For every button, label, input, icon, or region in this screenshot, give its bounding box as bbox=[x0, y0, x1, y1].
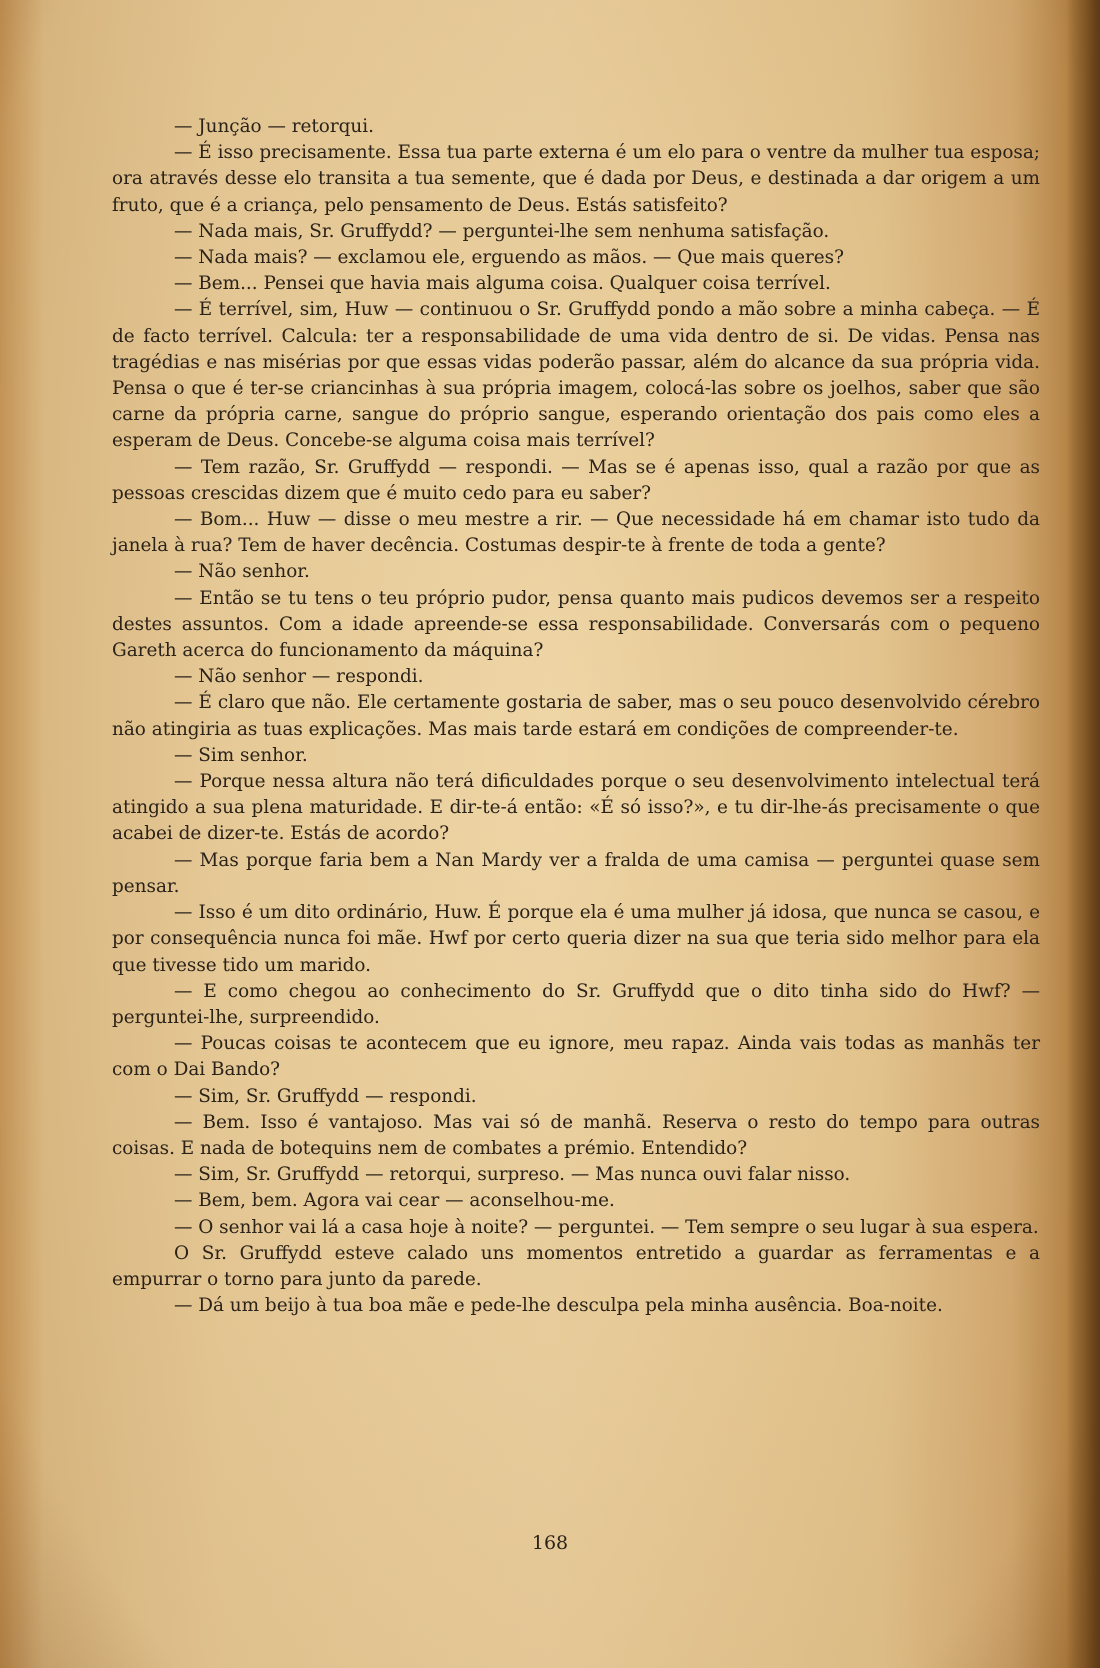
paragraph: — Nada mais, Sr. Gruffydd? — perguntei-lhe sem nenhuma satisfação. bbox=[174, 220, 830, 242]
paragraph: — Não senhor — respondi. bbox=[174, 666, 424, 688]
paragraph: — Sim, Sr. Gruffydd — retorqui, surpreso. — Mas nunca ouvi falar nisso. bbox=[174, 1164, 851, 1186]
paragraph: — Isso é um dito ordinário, Huw. É porque ela é uma mulher já idosa, que nunca se casou, e por consequência nunca foi mãe. Hwf por certo queria dizer na sua que teria sido melhor para ela que tivesse tido um marido. bbox=[112, 902, 1040, 976]
paragraph: — Bom... Huw — disse o meu mestre a rir. — Que necessidade há em chamar isto tudo da janela à rua? Tem de haver decência. Costumas despir-te à frente de toda a gente? bbox=[112, 509, 1040, 557]
paragraph: — Então se tu tens o teu próprio pudor, pensa quanto mais pudicos devemos ser a respeito destes assuntos. Com a idade apreende-se essa responsabilidade. Conversarás com o pequeno Gareth acerca do funcionamento da máquina? bbox=[112, 587, 1040, 662]
paragraph: — Bem. Isso é vantajoso. Mas vai só de manhã. Reserva o resto do tempo para outras coisas. E nada de botequins nem de combates a prémio. Entendido? bbox=[112, 1111, 1040, 1159]
paragraph: — Mas porque faria bem a Nan Mardy ver a fralda de uma camisa — perguntei quase sem pensar. bbox=[112, 849, 1040, 897]
paragraph: — Porque nessa altura não terá dificuldades porque o seu desenvolvimento intelectual terá atingido a sua plena maturidade. E dir-te-á então: «É só isso?», e tu dir-lhe-ás precisamente o que acabei de dizer-te. Estás de acordo? bbox=[112, 771, 1040, 845]
paragraph: — Junção — retorqui. bbox=[174, 116, 374, 137]
page-binding-shadow bbox=[1066, 0, 1100, 1668]
paragraph: — Tem razão, Sr. Gruffydd — respondi. — Mas se é apenas isso, qual a razão por que as pessoas crescidas dizem que é muito cedo para eu saber? bbox=[112, 456, 1040, 504]
paragraph: — Poucas coisas te acontecem que eu ignore, meu rapaz. Ainda vais todas as manhãs ter com o Dai Bando? bbox=[112, 1033, 1040, 1081]
paragraph: — Dá um beijo à tua boa mãe e pede-lhe desculpa pela minha ausência. Boa-noite. bbox=[174, 1295, 943, 1317]
paragraph: — Não senhor. bbox=[174, 561, 310, 583]
paragraph: — Bem, bem. Agora vai cear — aconselhou-me. bbox=[174, 1190, 615, 1212]
paragraph: — Nada mais? — exclamou ele, erguendo as mãos. — Que mais queres? bbox=[174, 247, 844, 269]
paragraph: — Sim senhor. bbox=[174, 744, 308, 766]
paragraph: — E como chegou ao conhecimento do Sr. Gruffydd que o dito tinha sido do Hwf? — perguntei-lhe, surpreendido. bbox=[112, 980, 1040, 1028]
paragraph: — Bem... Pensei que havia mais alguma coisa. Qualquer coisa terrível. bbox=[174, 273, 831, 295]
paragraph: — É terrível, sim, Huw — continuou o Sr. Gruffydd pondo a mão sobre a minha cabeça. — É de facto terrível. Calcula: ter a responsabilidade de uma vida dentro de si. De vidas. Pensa nas tragédias e nas misérias por que essas vidas poderão passar, além do alcance da sua própria vida. Pensa o que é ter-se criancinhas à sua própria imagem, colocá-las sobre os joelhos, saber que são carne da própria carne, sangue do próprio sangue, esperando orientação dos pais como eles a esperam de Deus. Concebe-se alguma coisa mais terrível? bbox=[112, 299, 1040, 452]
page-number: 168 bbox=[531, 1532, 569, 1554]
paragraph: O Sr. Gruffydd esteve calado uns momentos entretido a guardar as ferramentas e a empurrar o torno para junto da parede. bbox=[112, 1242, 1040, 1290]
body-text bbox=[112, 114, 1040, 1319]
paragraph: — O senhor vai lá a casa hoje à noite? — perguntei. — Tem sempre o seu lugar à sua espera. bbox=[174, 1216, 1039, 1238]
paragraph: — É claro que não. Ele certamente gostaria de saber, mas o seu pouco desenvolvido cérebro não atingiria as tuas explicações. Mas mais tarde estará em condições de compreender-te. bbox=[112, 692, 1040, 740]
paragraph: — Sim, Sr. Gruffydd — respondi. bbox=[174, 1085, 477, 1107]
paragraph: — É isso precisamente. Essa tua parte externa é um elo para o ventre da mulher tua esposa; ora através desse elo transita a tua semente, que é dada por Deus, e destinada a dar origem a um fruto, que é a criança, pelo pensamento de Deus. Estás satisfeito? bbox=[112, 142, 1040, 216]
